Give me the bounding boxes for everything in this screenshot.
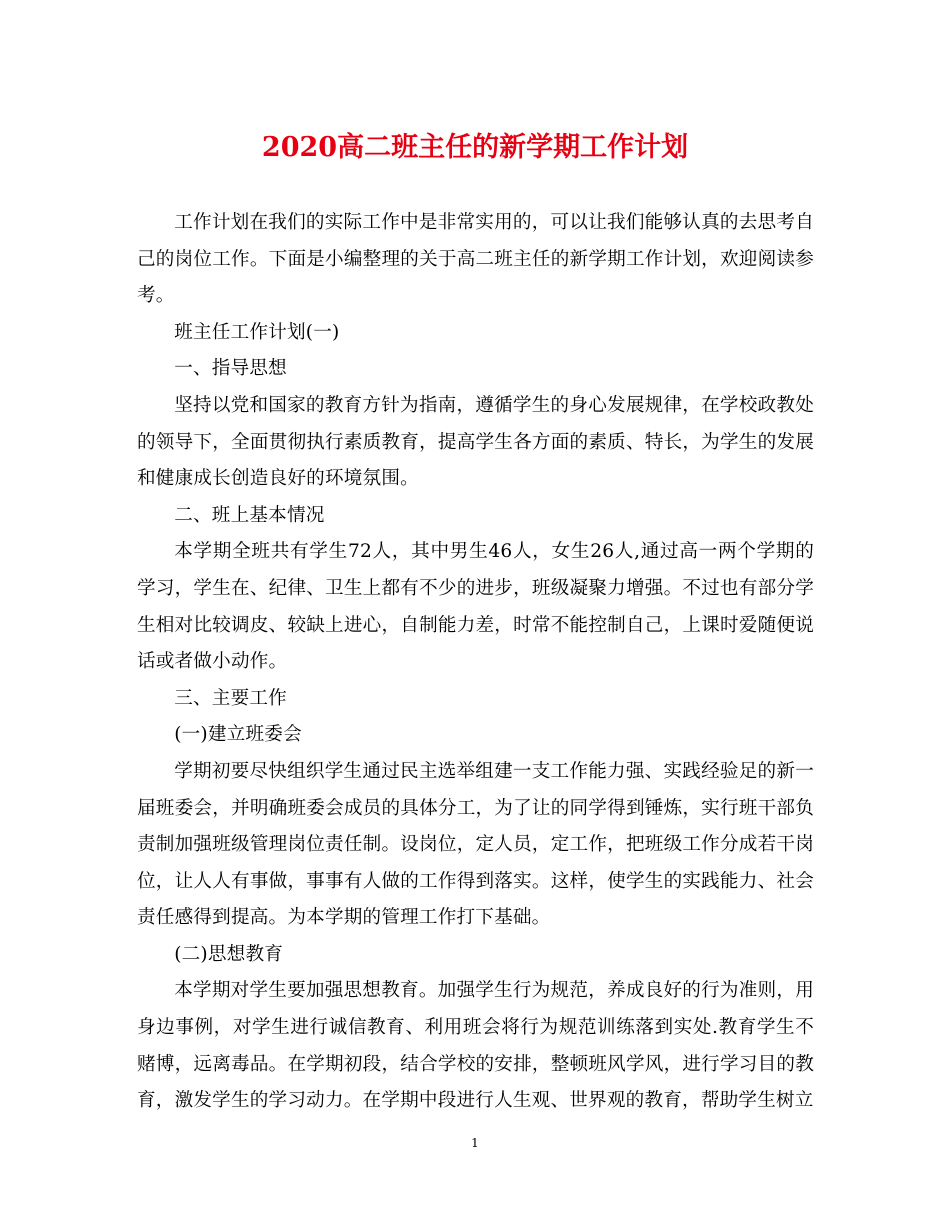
paragraph-ideological-education: 本学期对学生要加强思想教育。加强学生行为规范，养成良好的行为准则，用身边事例，对学生进行诚信教育、利用班会将行为规范训练落到实处.教育学生不赌博，远离毒品。在学期初段，结合学校的安排，整顿班风学风，进行学习目的教育，激发学生的学习动力。在学期中段进行人生观、世界观的教育，帮助学生树立 <box>137 980 814 1112</box>
document-body <box>137 205 814 1120</box>
paragraph-guiding-ideology: 坚持以党和国家的教育方针为指南，遵循学生的身心发展规律，在学校政教处的领导下，全面贯彻执行素质教育，提高学生各方面的素质、特长，为学生的发展和健康成长创造良好的环境氛围。 <box>137 394 814 490</box>
paragraph-intro: 工作计划在我们的实际工作中是非常实用的，可以让我们能够认真的去思考自己的岗位工作。下面是小编整理的关于高二班主任的新学期工作计划，欢迎阅读参考。 <box>137 212 814 307</box>
page-number: 1 <box>471 1136 479 1150</box>
section-heading-guiding-ideology: 一、指导思想 <box>174 358 287 380</box>
paragraph-class-committee: 学期初要尽快组织学生通过民主选举组建一支工作能力强、实践经验足的新一届班委会，并明确班委会成员的具体分工，为了让的同学得到锤炼，实行班干部负责制加强班级管理岗位责任制。设岗位，定人员，定工作，把班级工作分成若干岗位，让人人有事做，事事有人做的工作得到落实。这样，使学生的实践能力、社会责任感得到提高。为本学期的管理工作打下基础。 <box>137 760 814 929</box>
subsection-heading-class-committee: (一)建立班委会 <box>174 724 302 746</box>
section-heading-plan-one: 班主任工作计划(一) <box>174 321 340 343</box>
paragraph-class-situation: 本学期全班共有学生72人，其中男生46人，女生26人,通过高一两个学期的学习，学生在、纪律、卫生上都有不少的进步，班级凝聚力增强。不过也有部分学生相对比较调皮、较缺上进心，自制能力差，时常不能控制自己，上课时爱随便说话或者做小动作。 <box>137 541 814 673</box>
section-heading-class-situation: 二、班上基本情况 <box>174 504 325 526</box>
subsection-heading-ideological-education: (二)思想教育 <box>174 943 284 965</box>
page-title: 2020高二班主任的新学期工作计划 <box>261 132 689 163</box>
section-heading-main-work: 三、主要工作 <box>174 687 287 709</box>
